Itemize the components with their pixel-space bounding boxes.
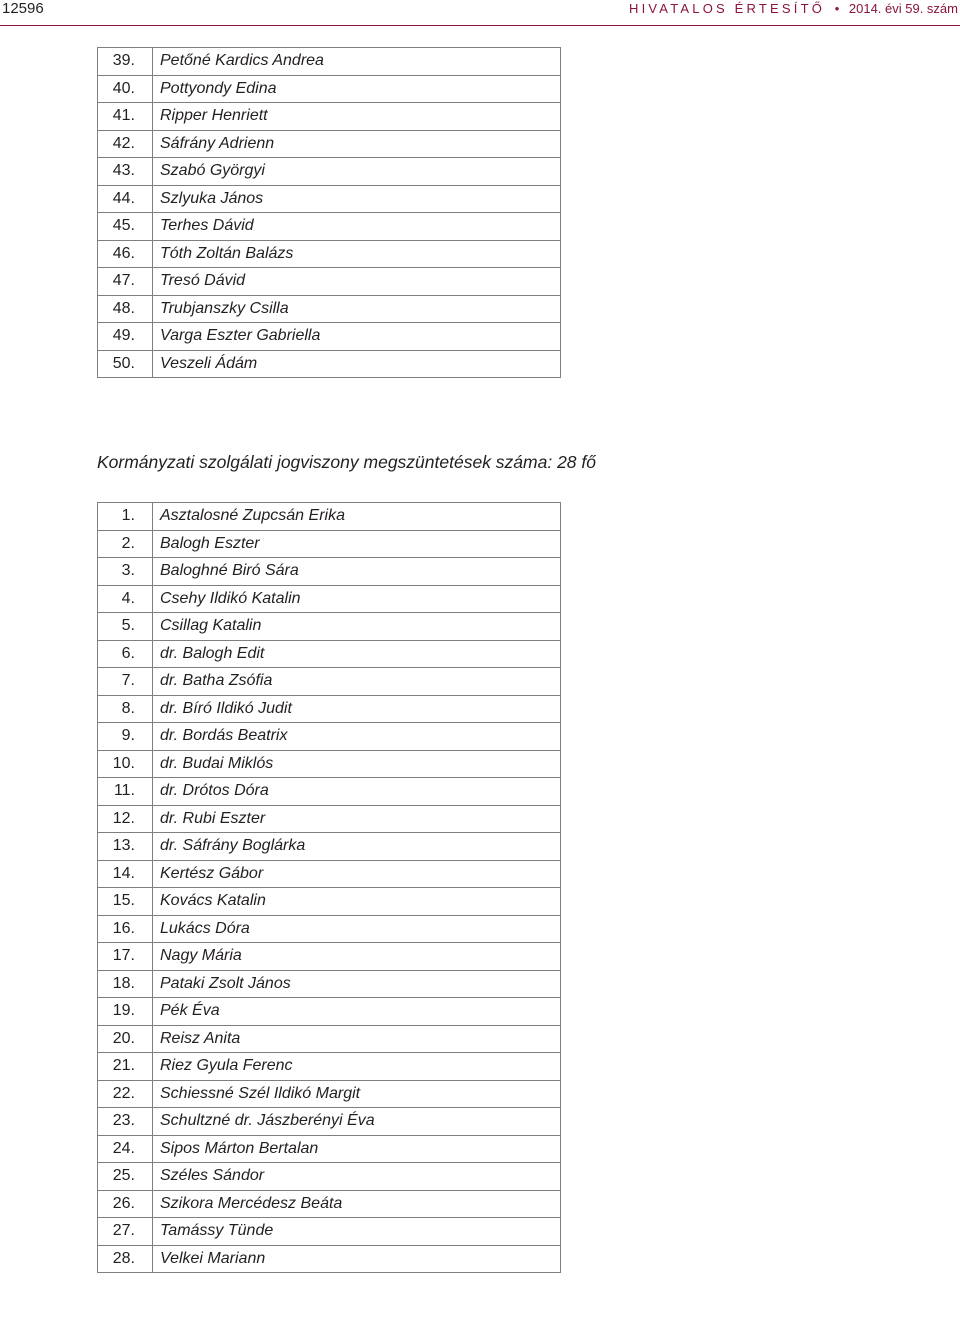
row-number: 3. [98,558,153,586]
table-row [98,778,561,806]
separator-dot: • [834,1,840,16]
person-name: dr. Balogh Edit [153,640,561,668]
row-number: 16. [98,915,153,943]
person-name: Trubjanszky Csilla [153,295,561,323]
person-name: Pék Éva [153,998,561,1026]
table-row [98,943,561,971]
table-row [98,558,561,586]
name-table-terminations [97,502,561,1273]
table-row [98,48,561,76]
person-name: dr. Bordás Beatrix [153,723,561,751]
person-name: Ripper Henriett [153,103,561,131]
person-name: Baloghné Biró Sára [153,558,561,586]
person-name: dr. Sáfrány Boglárka [153,833,561,861]
row-number: 44. [98,185,153,213]
table-row [98,860,561,888]
table-row [98,1245,561,1273]
table-row [98,640,561,668]
name-table-continued [97,47,561,378]
row-number: 11. [98,778,153,806]
table-row [98,1080,561,1108]
row-number: 28. [98,1245,153,1273]
table-row [98,240,561,268]
person-name: Balogh Eszter [153,530,561,558]
person-name: dr. Drótos Dóra [153,778,561,806]
table-row [98,1135,561,1163]
person-name: Schiessné Szél Ildikó Margit [153,1080,561,1108]
person-name: Reisz Anita [153,1025,561,1053]
person-name: Schultzné dr. Jászberényi Éva [153,1108,561,1136]
table-row [98,805,561,833]
table-row [98,695,561,723]
table-row [98,295,561,323]
table-row [98,530,561,558]
table-row [98,613,561,641]
row-number: 48. [98,295,153,323]
row-number: 50. [98,350,153,378]
table-row [98,585,561,613]
person-name: Tóth Zoltán Balázs [153,240,561,268]
table-row [98,668,561,696]
table-row [98,323,561,351]
row-number: 23. [98,1108,153,1136]
person-name: Kertész Gábor [153,860,561,888]
table-row [98,158,561,186]
person-name: Csehy Ildikó Katalin [153,585,561,613]
person-name: dr. Bíró Ildikó Judit [153,695,561,723]
row-number: 47. [98,268,153,296]
row-number: 9. [98,723,153,751]
person-name: dr. Rubi Eszter [153,805,561,833]
header-divider [0,25,960,26]
person-name: Tresó Dávid [153,268,561,296]
row-number: 39. [98,48,153,76]
table-row [98,888,561,916]
row-number: 40. [98,75,153,103]
table-row [98,1163,561,1191]
person-name: Szikora Mercédesz Beáta [153,1190,561,1218]
person-name: Varga Eszter Gabriella [153,323,561,351]
row-number: 15. [98,888,153,916]
row-number: 45. [98,213,153,241]
person-name: Sáfrány Adrienn [153,130,561,158]
row-number: 42. [98,130,153,158]
table-row [98,268,561,296]
issue-label: 2014. évi 59. szám [848,1,958,16]
table-row [98,998,561,1026]
row-number: 21. [98,1053,153,1081]
row-number: 41. [98,103,153,131]
table-row [98,185,561,213]
person-name: Pataki Zsolt János [153,970,561,998]
row-number: 22. [98,1080,153,1108]
row-number: 10. [98,750,153,778]
table-row [98,350,561,378]
person-name: Terhes Dávid [153,213,561,241]
table-row [98,970,561,998]
table-row [98,75,561,103]
row-number: 26. [98,1190,153,1218]
row-number: 49. [98,323,153,351]
row-number: 2. [98,530,153,558]
row-number: 25. [98,1163,153,1191]
person-name: Asztalosné Zupcsán Erika [153,503,561,531]
page-header [0,0,960,18]
person-name: Szlyuka János [153,185,561,213]
person-name: dr. Budai Miklós [153,750,561,778]
person-name: Velkei Mariann [153,1245,561,1273]
person-name: Riez Gyula Ferenc [153,1053,561,1081]
row-number: 13. [98,833,153,861]
person-name: Csillag Katalin [153,613,561,641]
row-number: 18. [98,970,153,998]
row-number: 14. [98,860,153,888]
person-name: Veszeli Ádám [153,350,561,378]
row-number: 4. [98,585,153,613]
journal-title [629,0,958,18]
row-number: 19. [98,998,153,1026]
row-number: 17. [98,943,153,971]
table-row [98,103,561,131]
row-number: 1. [98,503,153,531]
table-row [98,503,561,531]
table-row [98,750,561,778]
table-row [98,1190,561,1218]
table-row [98,213,561,241]
row-number: 12. [98,805,153,833]
table-row [98,833,561,861]
row-number: 8. [98,695,153,723]
person-name: Kovács Katalin [153,888,561,916]
person-name: Pottyondy Edina [153,75,561,103]
row-number: 5. [98,613,153,641]
row-number: 27. [98,1218,153,1246]
person-name: Sipos Márton Bertalan [153,1135,561,1163]
table-row [98,915,561,943]
section-title: Kormányzati szolgálati jogviszony megszüntetések száma: 28 fő [97,452,596,472]
person-name: Nagy Mária [153,943,561,971]
table-row [98,1218,561,1246]
row-number: 6. [98,640,153,668]
table-row [98,1053,561,1081]
journal-name: HIVATALOS ÉRTESÍTŐ [629,1,826,16]
table-row [98,723,561,751]
person-name: Szabó Györgyi [153,158,561,186]
person-name: Széles Sándor [153,1163,561,1191]
person-name: Tamássy Tünde [153,1218,561,1246]
row-number: 46. [98,240,153,268]
table-row [98,1108,561,1136]
row-number: 24. [98,1135,153,1163]
row-number: 7. [98,668,153,696]
person-name: dr. Batha Zsófia [153,668,561,696]
table-row [98,130,561,158]
page-number: 12596 [2,0,44,17]
table-row [98,1025,561,1053]
person-name: Petőné Kardics Andrea [153,48,561,76]
row-number: 43. [98,158,153,186]
person-name: Lukács Dóra [153,915,561,943]
row-number: 20. [98,1025,153,1053]
